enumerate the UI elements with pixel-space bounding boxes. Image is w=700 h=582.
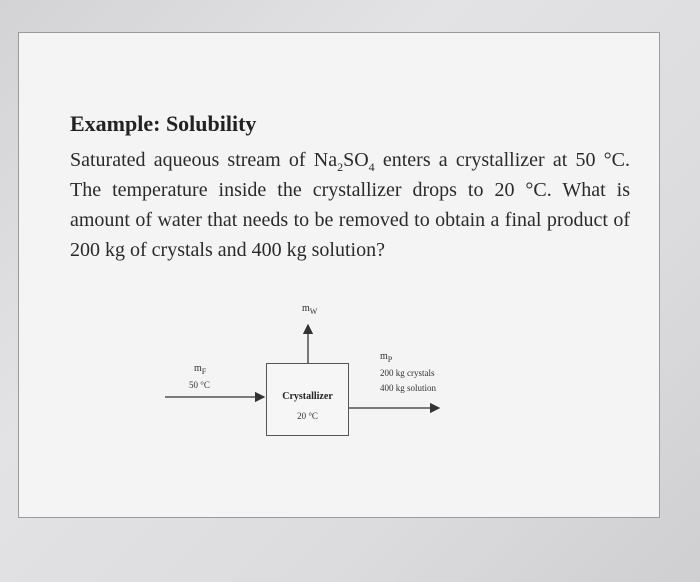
product-crystals: 200 kg crystals	[380, 368, 435, 378]
product-solution: 400 kg solution	[380, 383, 437, 393]
crystallizer-temperature: 20 °C	[297, 411, 318, 421]
statement-text-1: Saturated aqueous stream of Na	[70, 149, 338, 171]
slide-card	[18, 32, 660, 518]
diagram-arrows	[19, 33, 661, 519]
crystallizer-box	[266, 363, 349, 436]
statement-text-2: SO	[343, 149, 369, 171]
statement-subscript-1: 2	[337, 160, 344, 174]
process-diagram	[19, 33, 661, 519]
feed-temperature: 50 °C	[189, 380, 210, 390]
slide-title: Example: Solubility	[70, 111, 257, 136]
water-stream-label: $m_W$	[302, 303, 318, 316]
feed-stream-label: $m_F$	[194, 363, 207, 376]
statement-subscript-2: 4	[368, 160, 375, 174]
product-stream-label: $m_P$	[380, 351, 393, 364]
statement-text-3: enters a crystallizer at 50 °C. The temperature inside the crystallizer drops to 20 °C. What is amount of water that needs to be removed to obtain a final product of 200 kg of crystals and 400 kg solution?	[70, 149, 630, 261]
crystallizer-label: Crystallizer	[282, 391, 333, 402]
